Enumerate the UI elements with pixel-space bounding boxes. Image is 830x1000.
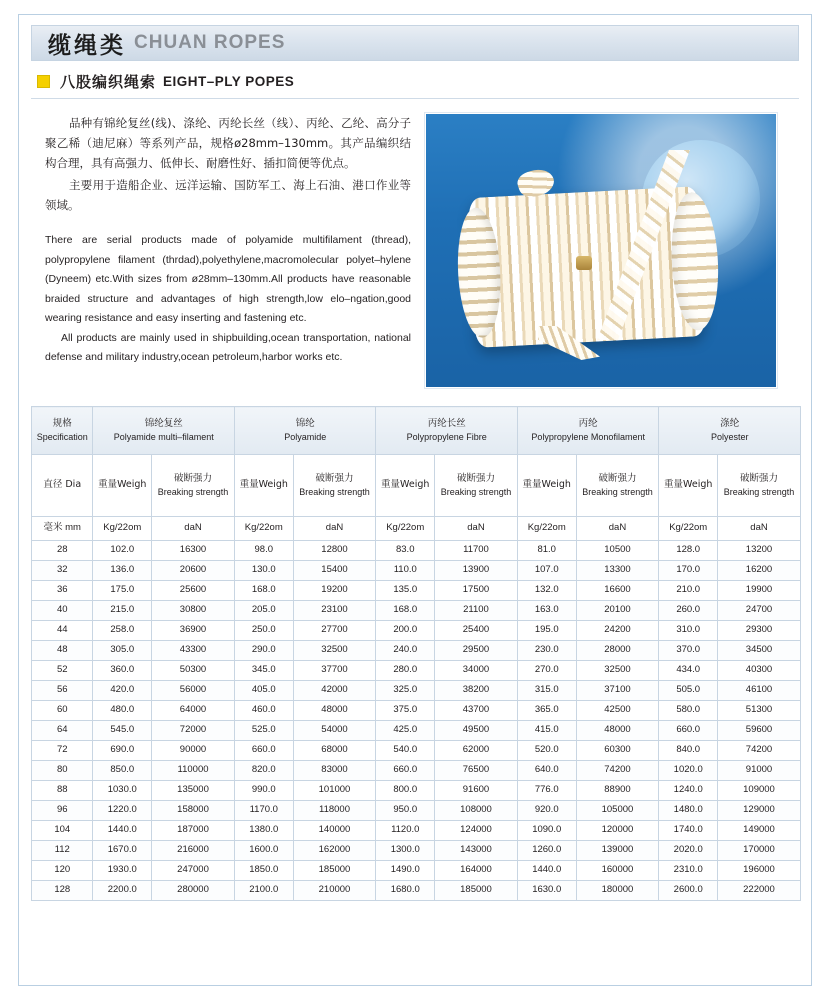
- cell-value: 776.0: [517, 781, 576, 801]
- cell-value: 20100: [576, 601, 659, 621]
- cell-value: 920.0: [517, 801, 576, 821]
- cell-value: 72000: [152, 721, 235, 741]
- table-head: [32, 407, 801, 541]
- cell-value: 280.0: [376, 661, 435, 681]
- table-row: [32, 621, 801, 641]
- cell-value: 56000: [152, 681, 235, 701]
- cell-value: 50300: [152, 661, 235, 681]
- cell-value: 108000: [435, 801, 518, 821]
- cell-value: 360.0: [93, 661, 152, 681]
- cell-value: 950.0: [376, 801, 435, 821]
- bullet-square-icon: [37, 75, 50, 88]
- cell-value: 90000: [152, 741, 235, 761]
- cell-value: 27700: [293, 621, 376, 641]
- product-subtitle-en: EIGHT–PLY POPES: [163, 74, 295, 89]
- cell-value: 43300: [152, 641, 235, 661]
- cell-value: 1220.0: [93, 801, 152, 821]
- cell-value: 62000: [435, 741, 518, 761]
- cell-value: 2020.0: [659, 841, 718, 861]
- cell-diameter: 64: [32, 721, 93, 741]
- table-row: [32, 581, 801, 601]
- cell-value: 345.0: [234, 661, 293, 681]
- cell-value: 25600: [152, 581, 235, 601]
- table-row: [32, 661, 801, 681]
- cell-diameter: 120: [32, 861, 93, 881]
- unit-cell: Kg/22om: [659, 517, 718, 541]
- cell-diameter: 104: [32, 821, 93, 841]
- subheader-cell: [152, 455, 235, 517]
- cell-value: 158000: [152, 801, 235, 821]
- cell-diameter: 80: [32, 761, 93, 781]
- cell-value: 1120.0: [376, 821, 435, 841]
- group-en: Polypropylene Monofilament: [531, 431, 645, 442]
- cell-value: 51300: [718, 701, 801, 721]
- cell-diameter: 128: [32, 881, 93, 901]
- unit-cell: daN: [293, 517, 376, 541]
- cell-value: 83000: [293, 761, 376, 781]
- cell-value: 222000: [718, 881, 801, 901]
- cell-value: 247000: [152, 861, 235, 881]
- paragraph-cn-2: 主要用于造船企业、远洋运输、国防军工、海上石油、港口作业等领域。: [45, 178, 411, 212]
- unit-cell: daN: [435, 517, 518, 541]
- cell-value: 130.0: [234, 561, 293, 581]
- cell-value: 68000: [293, 741, 376, 761]
- subheader-cell: [659, 455, 718, 517]
- cell-value: 1740.0: [659, 821, 718, 841]
- cell-value: 290.0: [234, 641, 293, 661]
- cell-value: 135000: [152, 781, 235, 801]
- group-cn: 锦纶复丝: [144, 418, 183, 429]
- table-row: [32, 781, 801, 801]
- cell-value: 168.0: [234, 581, 293, 601]
- cell-value: 135.0: [376, 581, 435, 601]
- cell-value: 1680.0: [376, 881, 435, 901]
- cell-value: 660.0: [234, 741, 293, 761]
- section-title-en: CHUAN ROPES: [134, 32, 286, 53]
- cell-value: 74200: [718, 741, 801, 761]
- cell-value: 660.0: [659, 721, 718, 741]
- subheader-cell: [234, 455, 293, 517]
- cell-value: 13200: [718, 541, 801, 561]
- cell-value: 1170.0: [234, 801, 293, 821]
- cell-value: 1850.0: [234, 861, 293, 881]
- group-en: Polyamide multi–filament: [113, 431, 214, 442]
- cell-value: 187000: [152, 821, 235, 841]
- subheader-cell: [718, 455, 801, 517]
- cell-value: 54000: [293, 721, 376, 741]
- cell-value: 24700: [718, 601, 801, 621]
- cell-diameter: 28: [32, 541, 93, 561]
- cell-value: 196000: [718, 861, 801, 881]
- cell-value: 460.0: [234, 701, 293, 721]
- cell-value: 32500: [293, 641, 376, 661]
- table-row: [32, 561, 801, 581]
- cell-value: 1440.0: [517, 861, 576, 881]
- cell-diameter: 60: [32, 701, 93, 721]
- cell-value: 32500: [576, 661, 659, 681]
- cell-value: 46100: [718, 681, 801, 701]
- cell-value: 1480.0: [659, 801, 718, 821]
- cell-value: 29300: [718, 621, 801, 641]
- subheader-cn: 破断强力: [739, 473, 778, 484]
- cell-value: 10500: [576, 541, 659, 561]
- cell-value: 120000: [576, 821, 659, 841]
- table-row: [32, 541, 801, 561]
- subheader-en: Breaking strength: [440, 486, 512, 497]
- cell-value: 1670.0: [93, 841, 152, 861]
- rope-tag-knot: [576, 256, 592, 270]
- cell-value: 105000: [576, 801, 659, 821]
- cell-value: 205.0: [234, 601, 293, 621]
- cell-value: 34500: [718, 641, 801, 661]
- cell-value: 11700: [435, 541, 518, 561]
- cell-value: 59600: [718, 721, 801, 741]
- cell-diameter: 40: [32, 601, 93, 621]
- cell-value: 405.0: [234, 681, 293, 701]
- cell-diameter: 96: [32, 801, 93, 821]
- subheader-cell: [293, 455, 376, 517]
- group-cn: 锦纶: [295, 418, 315, 429]
- cell-value: 74200: [576, 761, 659, 781]
- subheader-cn: 破断强力: [174, 473, 213, 484]
- cell-value: 315.0: [517, 681, 576, 701]
- unit-cell: daN: [576, 517, 659, 541]
- cell-value: 42000: [293, 681, 376, 701]
- table-group-header-row: [32, 407, 801, 455]
- subheader-en: Breaking strength: [723, 486, 795, 497]
- cell-value: 185000: [435, 881, 518, 901]
- cell-value: 60300: [576, 741, 659, 761]
- cell-value: 164000: [435, 861, 518, 881]
- cell-value: 64000: [152, 701, 235, 721]
- cell-value: 540.0: [376, 741, 435, 761]
- group-header-cell: [93, 407, 234, 455]
- cell-value: 107.0: [517, 561, 576, 581]
- cell-value: 110000: [152, 761, 235, 781]
- cell-value: 25400: [435, 621, 518, 641]
- cell-value: 29500: [435, 641, 518, 661]
- cell-value: 83.0: [376, 541, 435, 561]
- spacer: [45, 217, 411, 231]
- subheader-cn: 重量Weigh: [522, 479, 571, 491]
- cell-diameter: 44: [32, 621, 93, 641]
- cell-value: 185000: [293, 861, 376, 881]
- cell-value: 375.0: [376, 701, 435, 721]
- cell-value: 168.0: [376, 601, 435, 621]
- cell-value: 143000: [435, 841, 518, 861]
- cell-value: 580.0: [659, 701, 718, 721]
- cell-value: 425.0: [376, 721, 435, 741]
- cell-value: 480.0: [93, 701, 152, 721]
- table-row: [32, 881, 801, 901]
- cell-value: 210000: [293, 881, 376, 901]
- table-row: [32, 641, 801, 661]
- cell-value: 13900: [435, 561, 518, 581]
- unit-cell: Kg/22om: [234, 517, 293, 541]
- cell-value: 216000: [152, 841, 235, 861]
- cell-value: 1020.0: [659, 761, 718, 781]
- unit-cell: Kg/22om: [376, 517, 435, 541]
- cell-value: 109000: [718, 781, 801, 801]
- cell-value: 1260.0: [517, 841, 576, 861]
- subheader-cell: [93, 455, 152, 517]
- content-area: [31, 113, 799, 388]
- cell-value: 16300: [152, 541, 235, 561]
- cell-value: 118000: [293, 801, 376, 821]
- cell-value: 520.0: [517, 741, 576, 761]
- cell-value: 1300.0: [376, 841, 435, 861]
- cell-value: 98.0: [234, 541, 293, 561]
- cell-value: 37700: [293, 661, 376, 681]
- subheader-cn: 破断强力: [598, 473, 637, 484]
- subheader-cell: [576, 455, 659, 517]
- product-image-column: [425, 113, 777, 388]
- cell-value: 43700: [435, 701, 518, 721]
- cell-value: 23100: [293, 601, 376, 621]
- group-header-cell: [659, 407, 801, 455]
- cell-value: 37100: [576, 681, 659, 701]
- table-row: [32, 721, 801, 741]
- cell-value: 76500: [435, 761, 518, 781]
- unit-cell: Kg/22om: [517, 517, 576, 541]
- cell-value: 149000: [718, 821, 801, 841]
- cell-value: 230.0: [517, 641, 576, 661]
- cell-value: 129000: [718, 801, 801, 821]
- cell-value: 1240.0: [659, 781, 718, 801]
- table-body: [32, 541, 801, 901]
- cell-value: 42500: [576, 701, 659, 721]
- table-row: [32, 861, 801, 881]
- cell-value: 525.0: [234, 721, 293, 741]
- group-en: Polyamide: [284, 431, 327, 442]
- cell-value: 820.0: [234, 761, 293, 781]
- cell-diameter: 36: [32, 581, 93, 601]
- cell-value: 990.0: [234, 781, 293, 801]
- cell-value: 210.0: [659, 581, 718, 601]
- description-column: [31, 113, 411, 388]
- cell-value: 660.0: [376, 761, 435, 781]
- section-title-band: [31, 25, 799, 61]
- cell-value: 124000: [435, 821, 518, 841]
- cell-value: 215.0: [93, 601, 152, 621]
- cell-value: 19900: [718, 581, 801, 601]
- cell-value: 1030.0: [93, 781, 152, 801]
- cell-value: 16200: [718, 561, 801, 581]
- cell-diameter: 112: [32, 841, 93, 861]
- group-en: Polyester: [710, 431, 749, 442]
- cell-value: 365.0: [517, 701, 576, 721]
- cell-value: 91600: [435, 781, 518, 801]
- cell-value: 800.0: [376, 781, 435, 801]
- cell-value: 1490.0: [376, 861, 435, 881]
- cell-value: 48000: [293, 701, 376, 721]
- cell-value: 1380.0: [234, 821, 293, 841]
- subheader-cn: 重量Weigh: [239, 479, 288, 491]
- subheader-en: Breaking strength: [582, 486, 653, 497]
- cell-value: 48000: [576, 721, 659, 741]
- section-title-cn: 缆绳类: [48, 32, 126, 59]
- cell-value: 136.0: [93, 561, 152, 581]
- subheader-cell: [435, 455, 518, 517]
- table-row: [32, 821, 801, 841]
- cell-value: 640.0: [517, 761, 576, 781]
- cell-value: 240.0: [376, 641, 435, 661]
- cell-value: 2200.0: [93, 881, 152, 901]
- cell-value: 370.0: [659, 641, 718, 661]
- cell-diameter: 32: [32, 561, 93, 581]
- group-header-cell: [32, 407, 93, 455]
- product-subtitle-cn: 八股编织绳索: [60, 73, 157, 91]
- cell-value: 270.0: [517, 661, 576, 681]
- cell-value: 170.0: [659, 561, 718, 581]
- cell-value: 170000: [718, 841, 801, 861]
- subheader-en: Breaking strength: [157, 486, 229, 497]
- cell-diameter: 72: [32, 741, 93, 761]
- unit-cell: daN: [152, 517, 235, 541]
- cell-value: 21100: [435, 601, 518, 621]
- group-header-cell: [376, 407, 517, 455]
- cell-value: 132.0: [517, 581, 576, 601]
- subheader-cn: 直径 Dia: [43, 479, 82, 491]
- cell-value: 420.0: [93, 681, 152, 701]
- cell-diameter: 52: [32, 661, 93, 681]
- cell-value: 195.0: [517, 621, 576, 641]
- cell-value: 1090.0: [517, 821, 576, 841]
- cell-value: 36900: [152, 621, 235, 641]
- cell-value: 13300: [576, 561, 659, 581]
- subheader-cell: [517, 455, 576, 517]
- cell-value: 175.0: [93, 581, 152, 601]
- cell-value: 15400: [293, 561, 376, 581]
- cell-value: 81.0: [517, 541, 576, 561]
- cell-value: 34000: [435, 661, 518, 681]
- cell-value: 17500: [435, 581, 518, 601]
- cell-value: 280000: [152, 881, 235, 901]
- cell-value: 128.0: [659, 541, 718, 561]
- table-row: [32, 681, 801, 701]
- table-unit-row: [32, 517, 801, 541]
- subheader-cn: 破断强力: [456, 473, 495, 484]
- cell-value: 28000: [576, 641, 659, 661]
- cell-diameter: 48: [32, 641, 93, 661]
- paragraph-cn-1: 品种有锦纶复丝(线)、涤纶、丙纶长丝（线）、丙纶、乙纶、高分子聚乙稀（迪尼麻）等系列产品，规格ø28mm–130mm。其产品编织结构合理，具有高强力、低伸长、耐磨性好、插扣简便等优点。: [45, 116, 411, 170]
- cell-value: 30800: [152, 601, 235, 621]
- cell-value: 160000: [576, 861, 659, 881]
- cell-value: 102.0: [93, 541, 152, 561]
- page-frame: [18, 14, 812, 986]
- cell-value: 12800: [293, 541, 376, 561]
- cell-value: 850.0: [93, 761, 152, 781]
- cell-value: 140000: [293, 821, 376, 841]
- cell-value: 1600.0: [234, 841, 293, 861]
- cell-value: 200.0: [376, 621, 435, 641]
- group-cn: 丙纶长丝: [427, 418, 466, 429]
- cell-value: 1630.0: [517, 881, 576, 901]
- table-row: [32, 601, 801, 621]
- paragraph-en-2: All products are mainly used in shipbuilding,ocean transportation, national defense and military industry,ocean petroleum,harbor works etc.: [45, 331, 411, 363]
- cell-value: 24200: [576, 621, 659, 641]
- cell-value: 180000: [576, 881, 659, 901]
- group-cn: 规格: [52, 418, 72, 429]
- cell-value: 840.0: [659, 741, 718, 761]
- subheader-cn: 破断强力: [315, 473, 354, 484]
- cell-value: 250.0: [234, 621, 293, 641]
- table-row: [32, 841, 801, 861]
- cell-value: 40300: [718, 661, 801, 681]
- cell-value: 545.0: [93, 721, 152, 741]
- cell-value: 162000: [293, 841, 376, 861]
- cell-value: 2100.0: [234, 881, 293, 901]
- cell-value: 139000: [576, 841, 659, 861]
- table-row: [32, 701, 801, 721]
- group-cn: 丙纶: [578, 418, 598, 429]
- cell-value: 49500: [435, 721, 518, 741]
- cell-value: 16600: [576, 581, 659, 601]
- cell-value: 505.0: [659, 681, 718, 701]
- cell-value: 88900: [576, 781, 659, 801]
- product-subtitle: [37, 71, 799, 92]
- cell-value: 258.0: [93, 621, 152, 641]
- cell-value: 91000: [718, 761, 801, 781]
- header-divider: [31, 98, 799, 99]
- paragraph-en-1: There are serial products made of polyamide multifilament (thread), polypropylene filament (thrdad),polyethylene,macromolecular polyet–hylene (Dyneem) etc.With sizes from ø28mm–130mm.All products have reasonable braided structure and advantages of high strength,low elo–ngation,good wearing resistance and easy inserting and fastening etc.: [45, 234, 411, 324]
- cell-value: 434.0: [659, 661, 718, 681]
- cell-value: 260.0: [659, 601, 718, 621]
- cell-value: 1930.0: [93, 861, 152, 881]
- cell-value: 690.0: [93, 741, 152, 761]
- cell-diameter: 56: [32, 681, 93, 701]
- unit-cell: 毫米 mm: [32, 517, 93, 541]
- group-header-cell: [517, 407, 658, 455]
- cell-value: 19200: [293, 581, 376, 601]
- subheader-cell: [376, 455, 435, 517]
- subheader-cell: [32, 455, 93, 517]
- table-row: [32, 741, 801, 761]
- group-en: Polypropylene Fibre: [406, 431, 487, 442]
- cell-value: 101000: [293, 781, 376, 801]
- table-row: [32, 761, 801, 781]
- group-header-cell: [234, 407, 375, 455]
- subheader-cn: 重量Weigh: [381, 479, 430, 491]
- cell-value: 310.0: [659, 621, 718, 641]
- table-row: [32, 801, 801, 821]
- group-cn: 涤纶: [720, 418, 740, 429]
- subheader-cn: 重量Weigh: [664, 479, 713, 491]
- cell-value: 20600: [152, 561, 235, 581]
- unit-cell: daN: [718, 517, 801, 541]
- unit-cell: Kg/22om: [93, 517, 152, 541]
- cell-value: 305.0: [93, 641, 152, 661]
- cell-value: 2310.0: [659, 861, 718, 881]
- subheader-en: Breaking strength: [299, 486, 370, 497]
- table-subheader-row: [32, 455, 801, 517]
- cell-value: 325.0: [376, 681, 435, 701]
- cell-value: 110.0: [376, 561, 435, 581]
- cell-value: 415.0: [517, 721, 576, 741]
- cell-value: 163.0: [517, 601, 576, 621]
- specification-table: [31, 406, 801, 901]
- group-en: Specification: [36, 431, 88, 442]
- cell-diameter: 88: [32, 781, 93, 801]
- subheader-cn: 重量Weigh: [98, 479, 147, 491]
- cell-value: 1440.0: [93, 821, 152, 841]
- rope-coil-photo: [425, 113, 777, 388]
- cell-value: 2600.0: [659, 881, 718, 901]
- cell-value: 38200: [435, 681, 518, 701]
